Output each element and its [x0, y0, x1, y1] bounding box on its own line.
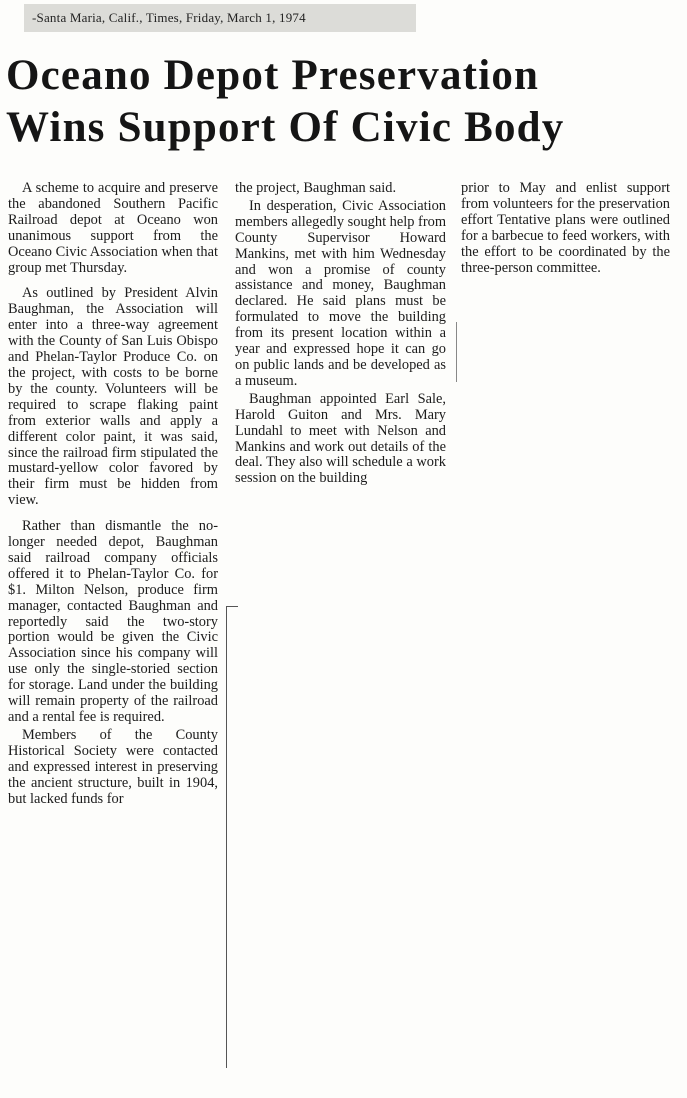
headline-line-2: Wins Support Of Civic Body — [6, 104, 565, 151]
headline-line-1: Oceano Depot Preservation — [6, 52, 540, 99]
headline — [6, 50, 666, 154]
article-column-3 — [461, 181, 670, 286]
paragraph: the project, Baughman said. — [235, 180, 397, 196]
paragraph: In desperation, Civic Association members allegedly sought help from County Supervisor Howard Mankins, met with him Wednesday and won a promise of county assistance and money, Baughman declared. He said plans must be formulated to move the building from its present location within a year and expressed hope it can go on public lands and be developed as a museum. — [235, 197, 447, 389]
column-divider — [456, 322, 457, 382]
dateline: -Santa Maria, Calif., Times, Friday, March 1, 1974 — [24, 4, 416, 32]
paragraph: Baughman appointed Earl Sale, Harold Guiton and Mrs. Mary Lundahl to meet with Nelson and Mankins and work out details of the deal. They also will schedule a work session on the building — [235, 390, 446, 487]
column-divider — [226, 606, 238, 607]
paragraph: Rather than dismantle the no-longer needed depot, Baughman said railroad company officials offered it to Phelan-Taylor Co. for $1. Milton Nelson, produce firm manager, contacted Baughman and reportedly said the two-story portion would be given the Civic Association since his company will use only the single-storied section for storage. Land under the building will remain property of the railroad and a rental fee is required. — [8, 518, 218, 725]
paragraph: A scheme to acquire and preserve the abandoned Southern Pacific Railroad depot at Oceano won unanimous support from the Oceano Civic Association when that group met Thursday. — [8, 180, 218, 276]
column-divider — [226, 606, 227, 1068]
article-column-1 — [8, 181, 218, 817]
article-column-2 — [235, 181, 446, 497]
paragraph: Members of the County Historical Society were contacted and expressed interest in preserving the ancient structure, built in 1904, but lacked funds for — [8, 726, 218, 807]
paragraph: As outlined by President Alvin Baughman, the Association will enter into a three-way agreement with the County of San Luis Obispo and Phelan-Taylor Produce Co. on the project, with costs to be borne by the county. Volunteers will be required to scrape flaking paint from exterior walls and apply a different color paint, it was said, since the railroad firm stipulated the mustard-yellow color favored by their firm must be hidden from view. — [8, 285, 218, 509]
paragraph: prior to May and enlist support from volunteers for the preservation effort Tentative plans were outlined for a barbecue to feed workers, with the effort to be coordinated by the three-person committee. — [461, 180, 670, 276]
